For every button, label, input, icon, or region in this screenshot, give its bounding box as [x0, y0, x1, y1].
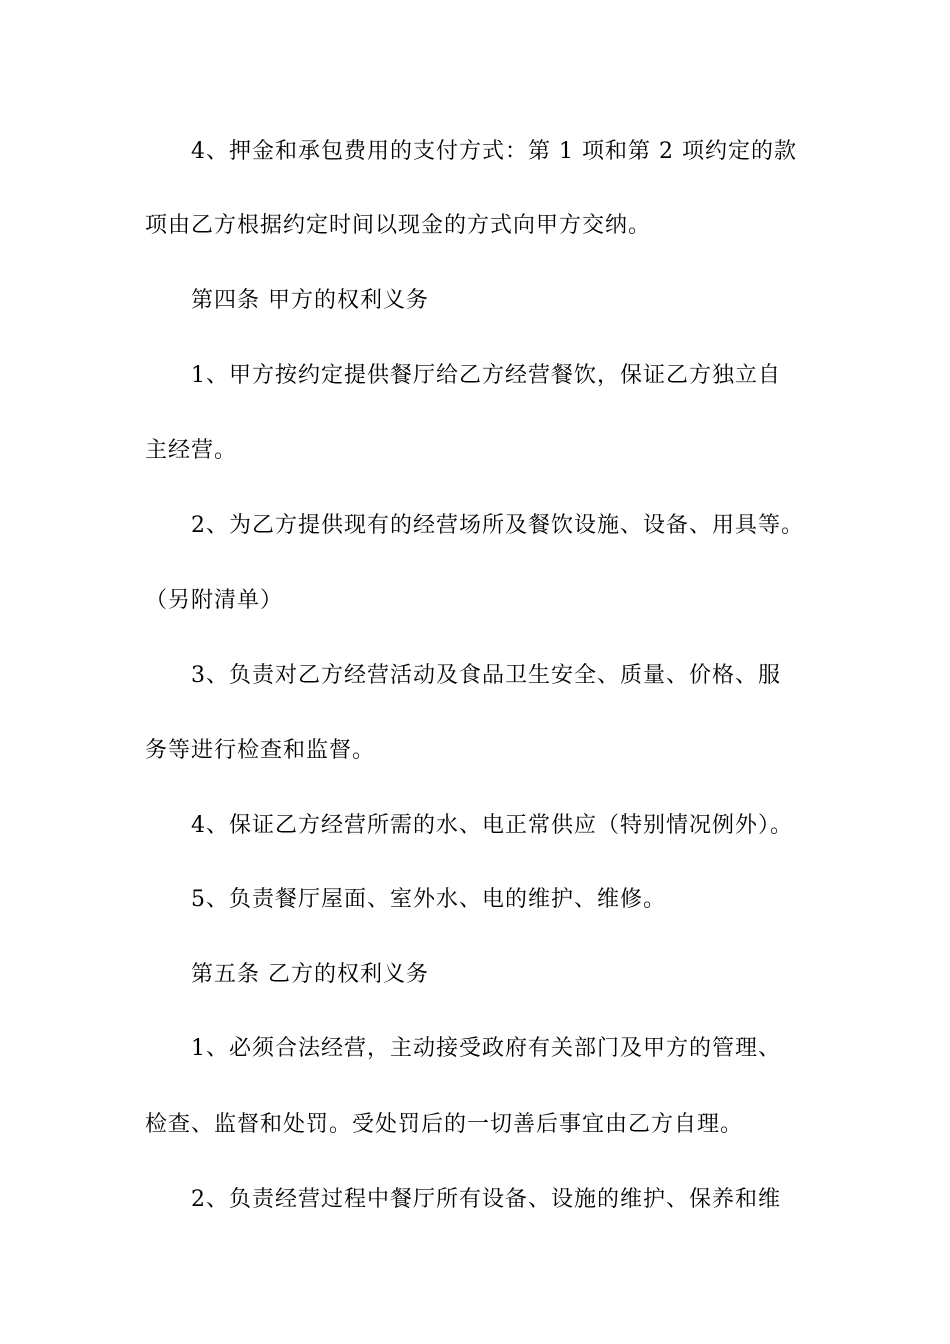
- paragraph-line: 1、必须合法经营，主动接受政府有关部门及甲方的管理、: [191, 1036, 781, 1061]
- paragraph-line: 4、押金和承包费用的支付方式：第 1 项和第 2 项约定的款: [191, 139, 797, 164]
- paragraph-line: 1、甲方按约定提供餐厅给乙方经营餐饮，保证乙方独立自: [191, 363, 781, 388]
- paragraph-line: 3、负责对乙方经营活动及食品卫生安全、质量、价格、服: [191, 663, 781, 688]
- paragraph-line: 主经营。: [145, 438, 238, 463]
- section-heading: 第四条 甲方的权利义务: [191, 288, 429, 313]
- paragraph-line: 2、为乙方提供现有的经营场所及餐饮设施、设备、用具等。: [191, 513, 804, 538]
- paragraph-line: （另附清单）: [145, 588, 284, 613]
- section-heading: 第五条 乙方的权利义务: [191, 962, 429, 987]
- paragraph-line: 检查、监督和处罚。受处罚后的一切善后事宜由乙方自理。: [145, 1112, 744, 1137]
- paragraph-line: 4、保证乙方经营所需的水、电正常供应（特别情况例外）。: [191, 813, 793, 838]
- paragraph-line: 务等进行检查和监督。: [145, 738, 376, 763]
- paragraph-line: 5、负责餐厅屋面、室外水、电的维护、维修。: [191, 887, 666, 912]
- paragraph-line: 2、负责经营过程中餐厅所有设备、设施的维护、保养和维: [191, 1187, 781, 1212]
- paragraph-line: 项由乙方根据约定时间以现金的方式向甲方交纳。: [145, 213, 652, 238]
